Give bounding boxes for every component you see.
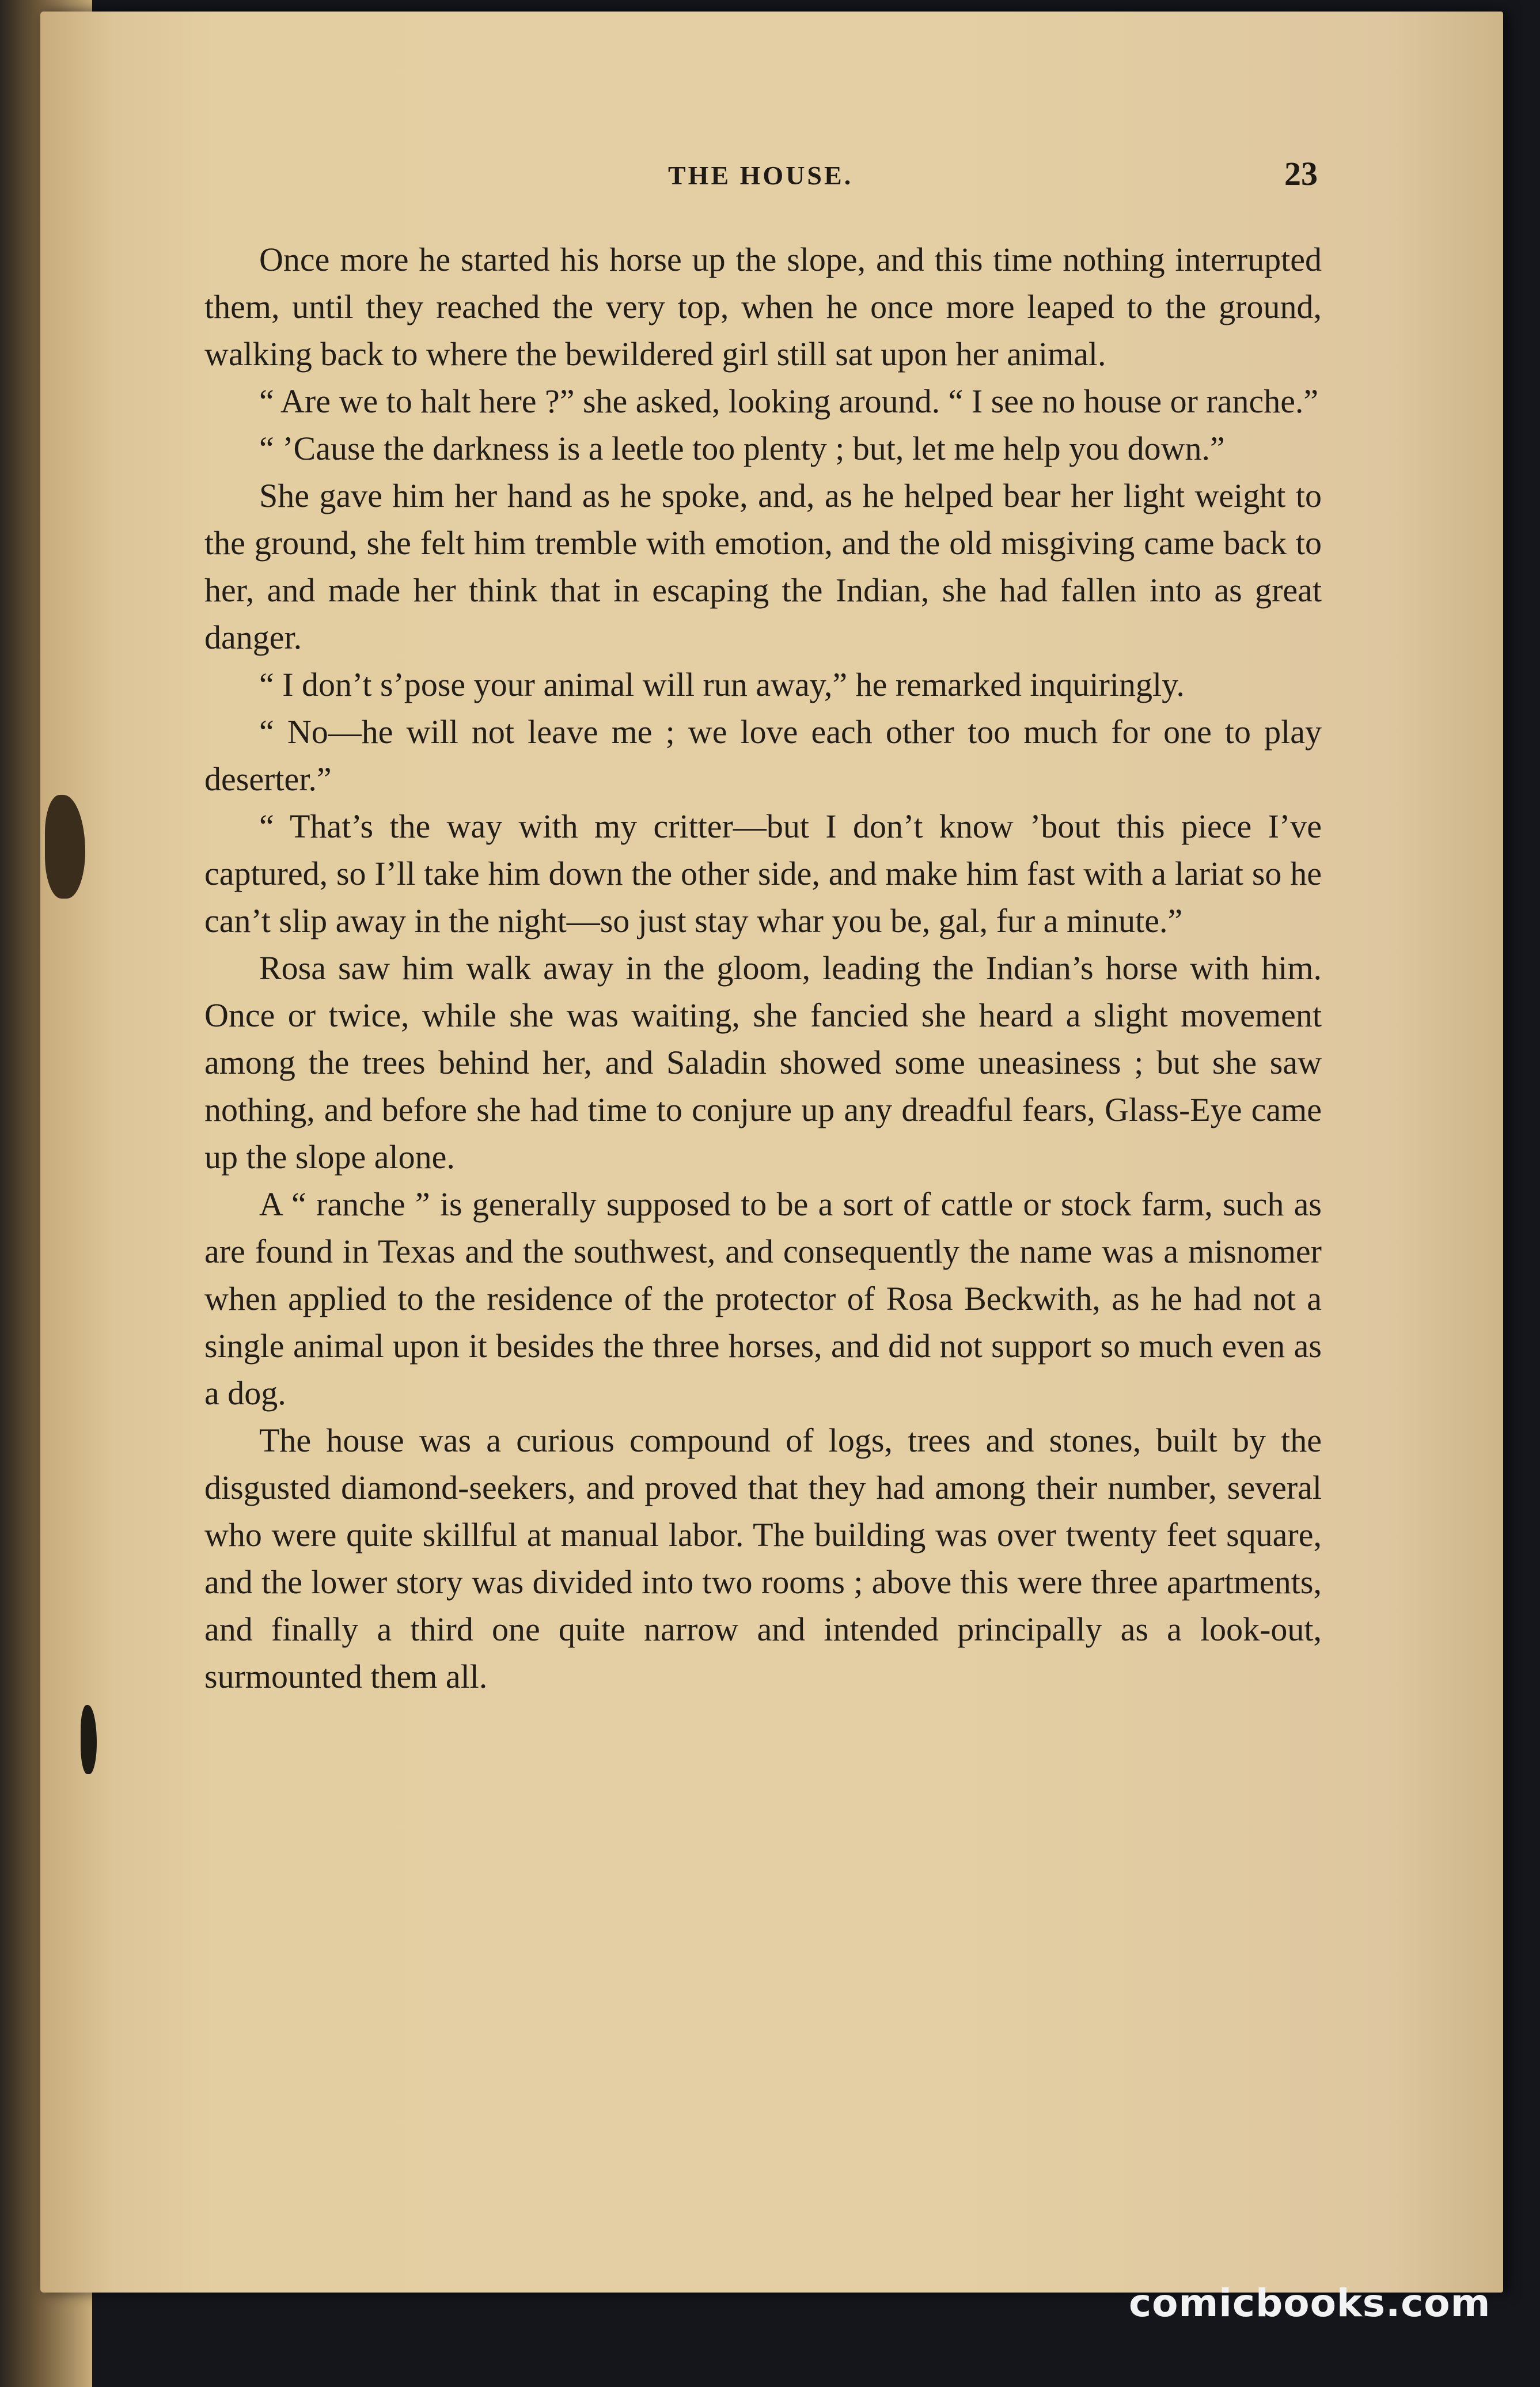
paragraph: The house was a curious compound of logs, trees and stones, built by the disgusted diamond-seekers, and proved that they had among their number, several who were quite skillful at manual labor. The building was over twenty feet square, and the lower story was divided into two rooms ; above this were three apartments, and finally a third one quite narrow and intended principally as a look-out, surmounted them all.	[204, 1422, 1322, 1695]
paragraph: “ That’s the way with my critter—but I don’t know ’bout this piece I’ve captured, so I’ll take him down the other side, and make him fast with a lariat so he can’t slip away in the night—so just stay whar you be, gal, fur a minute.”	[204, 808, 1322, 939]
paragraph: Rosa saw him walk away in the gloom, leading the Indian’s horse with him. Once or twice, while she was waiting, she fancied she heard a slight movement among the trees behind her, and Saladin showed some uneasiness ; but she saw nothing, and before she had time to conjure up any dreadful fears, Glass-Eye came up the slope alone.	[204, 949, 1322, 1176]
paragraph: “ Are we to halt here ?” she asked, looking around. “ I see no house or ranche.”	[259, 382, 1319, 420]
body-text	[204, 236, 1322, 1700]
paragraph: Once more he started his horse up the slope, and this time nothing interrupted them, until they reached the very top, when he once more leaped to the ground, walking back to where the bewildered girl still sat upon her animal.	[204, 241, 1322, 373]
paragraph: “ ’Cause the darkness is a leetle too plenty ; but, let me help you down.”	[259, 430, 1225, 467]
paragraph: “ No—he will not leave me ; we love each other too much for one to play deserter.”	[204, 713, 1322, 798]
page-tear	[81, 1705, 97, 1774]
paragraph: A “ ranche ” is generally supposed to be a sort of cattle or stock farm, such as are found in Texas and the southwest, and consequently the name was a misnomer when applied to the residence of the protector of Rosa Beckwith, as he had not a single animal upon it besides the three horses, and did not support so much even as a dog.	[204, 1185, 1322, 1412]
page-tear	[45, 795, 85, 899]
paragraph: She gave him her hand as he spoke, and, as he helped bear her light weight to the ground, she felt him tremble with emotion, and the old misgiving came back to her, and made her think that in escaping the Indian, she had fallen into as great danger.	[204, 477, 1322, 656]
paragraph: “ I don’t s’pose your animal will run away,” he remarked inquiringly.	[259, 666, 1185, 703]
running-head: THE HOUSE.	[668, 161, 854, 190]
page-number: 23	[1284, 155, 1318, 192]
watermark: comicbooks.com	[1129, 2281, 1491, 2325]
